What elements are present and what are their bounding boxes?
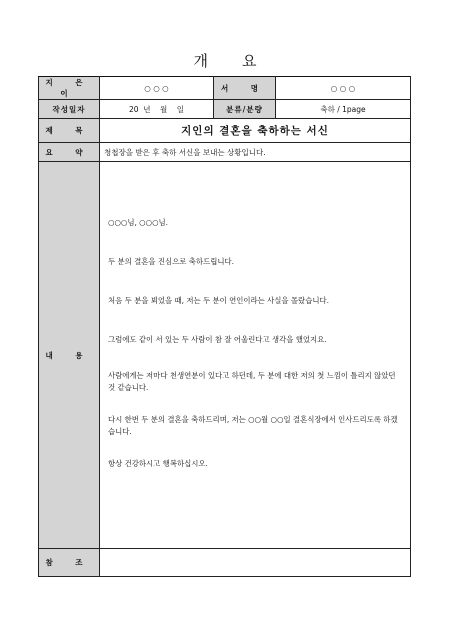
content-label: 내 용 — [39, 162, 100, 549]
content-paragraph: 항상 건강하시고 행복하십시오. — [108, 459, 208, 468]
author-label: 지 은 이 — [39, 77, 100, 100]
reference-label: 참 조 — [39, 549, 100, 577]
category-label: 분류/분량 — [214, 100, 276, 119]
content-paragraph: 처음 두 분을 뵈었을 때, 저는 두 분이 연인이라는 사실을 몰랐습니다. — [108, 296, 329, 305]
reference-value — [100, 549, 411, 577]
content-paragraph: 그럼에도 같이 서 있는 두 사람이 참 잘 어울린다고 생각을 했었지요. — [108, 335, 327, 344]
content-paragraph: 다시 한번 두 분의 결혼을 축하드리며, 저는 ○○월 ○○일 결혼식장에서 인사드리도록 하겠습니다. — [108, 415, 398, 436]
summary-label: 요 약 — [39, 143, 100, 162]
content-body — [100, 162, 411, 549]
summary-value: 청첩장을 받은 후 축하 서신을 보내는 상황입니다. — [100, 143, 411, 162]
signer-value: ○ ○ ○ — [276, 77, 411, 100]
author-value: ○ ○ ○ — [100, 77, 214, 100]
document-title: 개요 — [193, 52, 291, 70]
date-value: 20 년 월 일 — [100, 100, 214, 119]
summary-form-table — [38, 76, 411, 577]
date-label: 작성일자 — [39, 100, 100, 119]
category-value: 축하 / 1page — [276, 100, 411, 119]
content-paragraph: 두 분의 결혼을 진심으로 축하드립니다. — [108, 257, 234, 266]
subject-label: 제 목 — [39, 119, 100, 143]
signer-label: 서 명 — [214, 77, 276, 100]
content-paragraph: 사람에게는 저마다 천생연분이 있다고 하던데, 두 분에 대한 저의 첫 느낌이 틀리지 않았던 것 같습니다. — [108, 371, 396, 392]
subject-value: 지인의 결혼을 축하하는 서신 — [100, 119, 411, 143]
content-paragraph: ○○○님, ○○○님. — [108, 218, 169, 227]
